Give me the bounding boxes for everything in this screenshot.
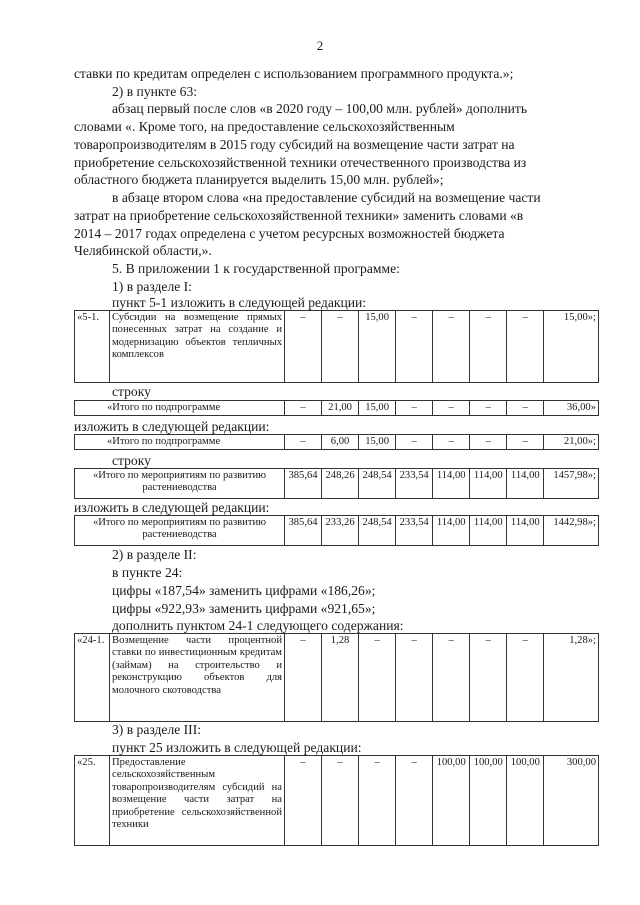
table-cell-name: Предоставление сельскохозяйственным товаропроизводителям субсидий на возмещение части затрат на приобретение сельскохозяйственной техники (110, 756, 285, 846)
text-line-7: областного бюджета планируется выделить 15,00 млн. рублей»; (74, 172, 444, 187)
table-item-24-1 (74, 633, 599, 722)
table-cell-name: Субсидии на возмещение прямых понесенных затрат на создание и модернизацию объектов тепличных комплексов (110, 311, 285, 383)
table-subprogram-total-old (74, 400, 599, 416)
table-crop-total-old (74, 468, 599, 499)
table-cell-total: 21,00»; (544, 435, 599, 450)
table-cell: – (322, 311, 359, 383)
text-line-13: 1) в разделе I: (112, 279, 192, 294)
table-cell-num: «25. (75, 756, 110, 846)
text-line-2: 2) в пункте 63: (112, 84, 198, 99)
table-cell: 100,00 (433, 756, 470, 846)
table-cell: 15,00 (359, 311, 396, 383)
text-line-4: словами «. Кроме того, на предоставление сельскохозяйственным (74, 119, 455, 134)
table-cell: 248,26 (322, 469, 359, 499)
table-cell: 100,00 (507, 756, 544, 846)
text-line-20: в пункте 24: (112, 565, 183, 580)
text-line-8: в абзаце втором слова «на предоставление субсидий на возмещение части (112, 190, 541, 205)
table-cell: – (396, 435, 433, 450)
text-line-3: абзац первый после слов «в 2020 году – 100,00 млн. рублей» дополнить (112, 101, 528, 116)
table-cell-total: 1457,98»; (544, 469, 599, 499)
text-line-9: затрат на приобретение сельскохозяйственной техники» заменить словами «в (74, 208, 524, 223)
text-line-23: дополнить пунктом 24-1 следующего содержания: (112, 618, 404, 633)
table-cell: – (433, 401, 470, 416)
table-cell: – (470, 311, 507, 383)
text-line-10: 2014 – 2017 годах определена с учетом ресурсных возможностей бюджета (74, 226, 505, 241)
table-cell: 15,00 (359, 435, 396, 450)
page-number: 2 (316, 38, 324, 53)
table-cell: – (507, 311, 544, 383)
table-cell: – (396, 311, 433, 383)
table-crop-total-new (74, 515, 599, 546)
table-cell: 114,00 (433, 469, 470, 499)
table-cell-total: 300,00 (544, 756, 599, 846)
text-line-11: Челябинской области,». (74, 243, 212, 258)
table-item-25 (74, 755, 599, 846)
table-cell: – (507, 634, 544, 722)
table-cell: 233,54 (396, 469, 433, 499)
table-cell: 100,00 (470, 756, 507, 846)
table-cell: – (285, 756, 322, 846)
text-line-17: строку (112, 453, 151, 468)
table-subprogram-total-new (74, 434, 599, 450)
table-cell-total: 1,28»; (544, 634, 599, 722)
text-line-14: пункт 5-1 изложить в следующей редакции: (112, 295, 367, 310)
table-cell: – (470, 435, 507, 450)
table-cell: 248,54 (359, 516, 396, 546)
table-cell: – (396, 756, 433, 846)
table-cell: – (470, 634, 507, 722)
table-cell: – (507, 435, 544, 450)
table-cell-total: 36,00» (544, 401, 599, 416)
table-cell: – (396, 401, 433, 416)
table-cell-name: «Итого по мероприятиям по развитию растениеводства (75, 469, 285, 499)
table-cell-total: 1442,98»; (544, 516, 599, 546)
table-cell: – (322, 756, 359, 846)
table-cell: – (285, 401, 322, 416)
table-cell-num: «5-1. (75, 311, 110, 383)
table-cell: 114,00 (433, 516, 470, 546)
table-cell: 385,64 (285, 516, 322, 546)
table-cell-total: 15,00»; (544, 311, 599, 383)
table-cell: – (433, 435, 470, 450)
text-line-6: приобретение сельскохозяйственной техники отечественного производства из (74, 155, 527, 170)
text-line-18: изложить в следующей редакции: (74, 500, 270, 515)
table-cell: – (359, 756, 396, 846)
table-cell-name: «Итого по мероприятиям по развитию растениеводства (75, 516, 285, 546)
table-item-5-1 (74, 310, 599, 383)
text-line-24: 3) в разделе III: (112, 722, 202, 737)
text-line-1: ставки по кредитам определен с использованием программного продукта.»; (74, 66, 514, 81)
table-cell: 114,00 (470, 469, 507, 499)
table-cell: – (433, 634, 470, 722)
table-cell: – (285, 311, 322, 383)
table-cell: – (396, 634, 433, 722)
text-line-19: 2) в разделе II: (112, 547, 197, 562)
table-cell: 6,00 (322, 435, 359, 450)
table-cell: – (507, 401, 544, 416)
table-cell: – (359, 634, 396, 722)
text-line-22: цифры «922,93» заменить цифрами «921,65»; (112, 601, 376, 616)
table-cell-name: «Итого по подпрограмме (75, 435, 285, 450)
table-cell: 248,54 (359, 469, 396, 499)
table-cell: 233,54 (396, 516, 433, 546)
text-line-15: строку (112, 384, 151, 399)
table-cell: 15,00 (359, 401, 396, 416)
table-cell: – (285, 634, 322, 722)
table-cell: – (470, 401, 507, 416)
text-line-21: цифры «187,54» заменить цифрами «186,26»; (112, 583, 376, 598)
table-cell: – (285, 435, 322, 450)
table-cell: 233,26 (322, 516, 359, 546)
text-line-16: изложить в следующей редакции: (74, 419, 270, 434)
text-line-25: пункт 25 изложить в следующей редакции: (112, 740, 362, 755)
table-cell-name: «Итого по подпрограмме (75, 401, 285, 416)
table-cell: 385,64 (285, 469, 322, 499)
table-cell: 114,00 (507, 516, 544, 546)
table-cell: 114,00 (507, 469, 544, 499)
table-cell: 1,28 (322, 634, 359, 722)
table-cell: 21,00 (322, 401, 359, 416)
table-cell: – (433, 311, 470, 383)
text-line-12: 5. В приложении 1 к государственной программе: (112, 261, 400, 276)
table-cell-name: Возмещение части процентной ставки по инвестиционным кредитам (займам) на строительство и реконструкцию объектов для молочного скотоводства (110, 634, 285, 722)
table-cell: 114,00 (470, 516, 507, 546)
table-cell-num: «24-1. (75, 634, 110, 722)
text-line-5: товаропроизводителям в 2015 году субсидий на возмещение части затрат на (74, 137, 515, 152)
